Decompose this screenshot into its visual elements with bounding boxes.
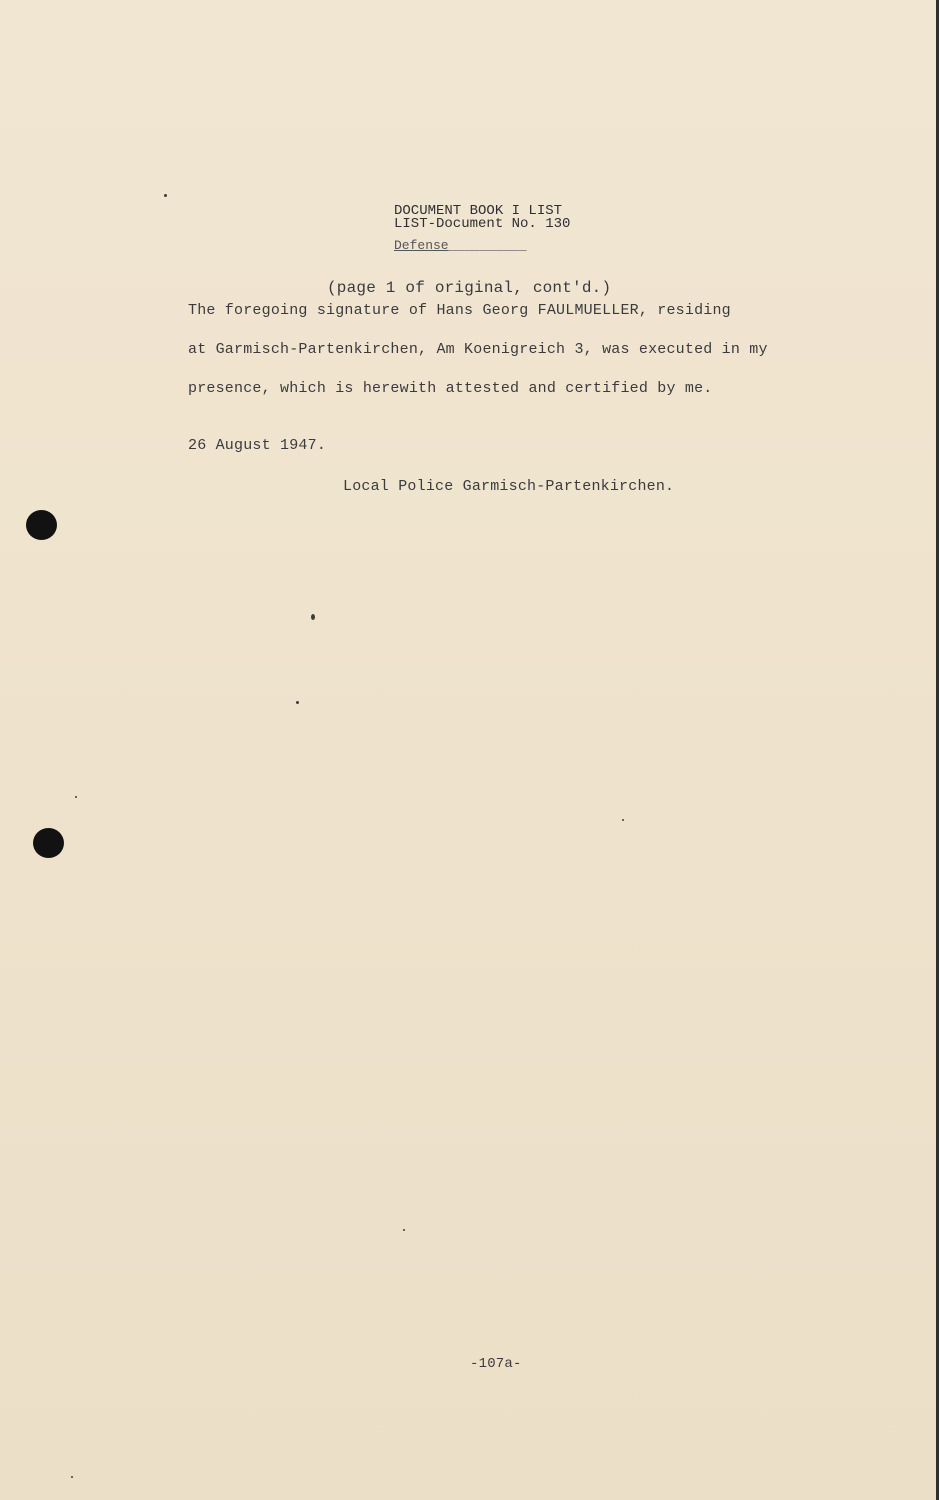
paper-speck <box>403 1229 405 1231</box>
paper-speck <box>71 1476 73 1478</box>
header-document-number: LIST-Document No. 130 <box>394 216 571 232</box>
signatory-line: Local Police Garmisch-Partenkirchen. <box>343 478 675 495</box>
body-line-2: at Garmisch-Partenkirchen, Am Koenigreich 3, was executed in my <box>188 341 768 358</box>
paper-speck <box>311 614 315 620</box>
header-book-list: DOCUMENT BOOK I LIST <box>394 203 563 219</box>
body-line-1: The foregoing signature of Hans Georg FAULMUELLER, residing <box>188 302 731 319</box>
paper-speck <box>164 194 167 197</box>
header-defense <box>394 239 570 253</box>
paper-speck <box>622 819 624 821</box>
header-defense-rule: __________ <box>448 238 527 253</box>
header-defense-label: Defense <box>394 238 449 253</box>
continuation-note: (page 1 of original, cont'd.) <box>327 279 612 297</box>
document-header <box>394 204 570 253</box>
document-date: 26 August 1947. <box>188 437 327 454</box>
punch-hole-bottom <box>33 828 64 858</box>
page-number: -107a- <box>470 1356 522 1372</box>
paper-speck <box>75 796 77 798</box>
punch-hole-top <box>26 510 57 540</box>
paper-speck <box>296 701 299 704</box>
body-line-3: presence, which is herewith attested and certified by me. <box>188 380 713 397</box>
